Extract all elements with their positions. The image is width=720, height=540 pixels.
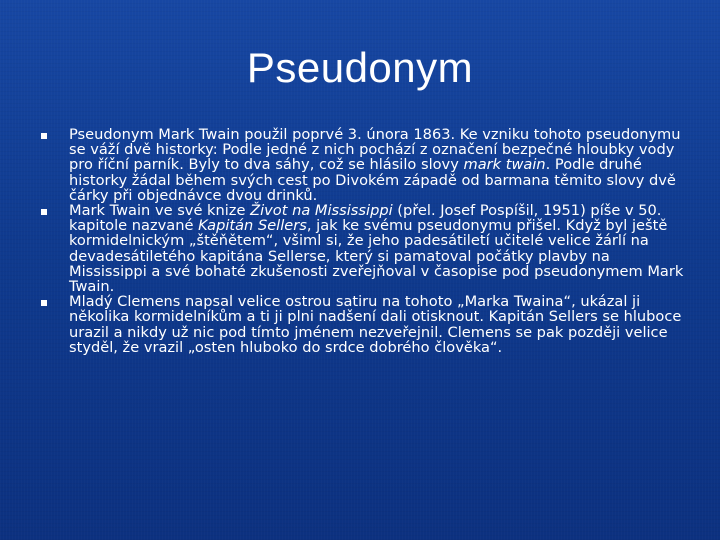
square-bullet-icon (41, 133, 47, 139)
bullet-item (0, 294, 720, 355)
bullet-text: Mark Twain ve své knize Život na Mississippi (přel. Josef Pospíšil, 1951) píše v 50. kapitole nazvané Kapitán Sellers, jak ke svému pseudonymu přišel. Když byl ještě kormidelnickým „štěňětem“, všiml si, že jeho padesátiletí učitelé velice žárlí na devadesátiletého kapitána Sellerse, který si pamatoval počátky plavby na Mississippi a své bohaté zkušenosti zveřejňoval v časopise pod pseudonymem Mark Twain. (69, 202, 684, 296)
square-bullet-icon (41, 209, 47, 215)
bullet-list (0, 127, 720, 355)
square-bullet-icon (41, 300, 47, 306)
slide-title: Pseudonym (246, 44, 474, 91)
bullet-text: Pseudonym Mark Twain použil poprvé 3. února 1863. Ke vzniku tohoto pseudonymu se váží dvě historky: Podle jedné z nich pochází z označení bezpečné hloubky vody pro říční parník. Byly to dva sáhy, což se hlásilo slovy mark twain. Podle druhé historky žádal během svých cest po Divokém západě od barmana těmito slovy dvě čárky při objednávce dvou drinků. (69, 126, 681, 204)
bullet-text: Mladý Clemens napsal velice ostrou satiru na tohoto „Marka Twaina“, ukázal ji několika kormidelníkům a ti ji plni nadšení dali otisknout. Kapitán Sellers se hluboce urazil a nikdy už nic pod tímto jménem nezveřejnil. Clemens se pak později velice styděl, že vrazil „osten hluboko do srdce dobrého člověka“. (69, 293, 682, 356)
bullet-item (0, 127, 720, 203)
bullet-item (0, 203, 720, 294)
